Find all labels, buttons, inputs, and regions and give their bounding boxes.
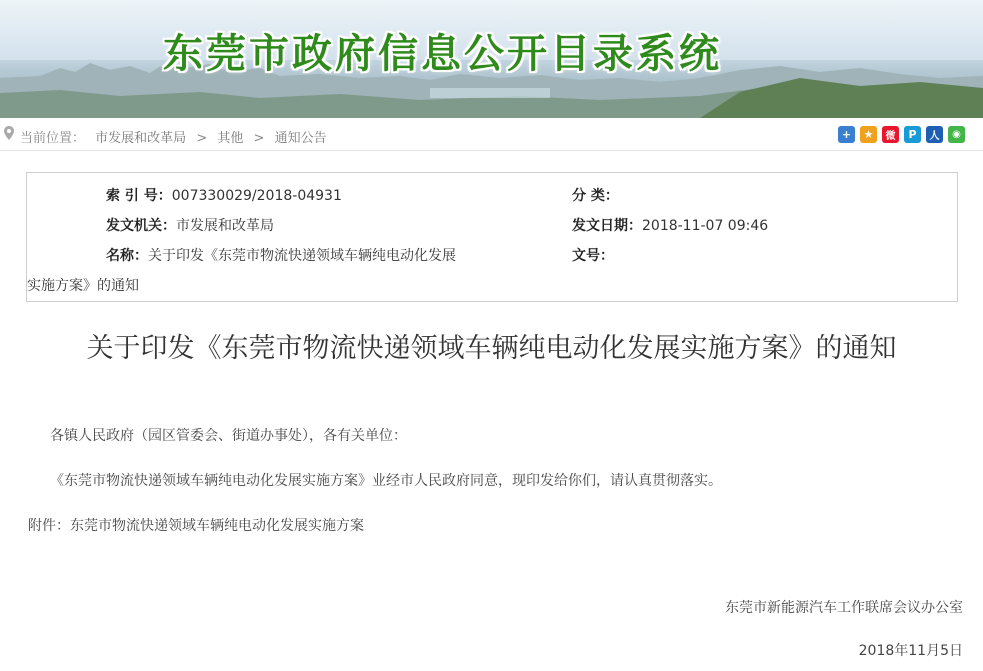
meta-date-row xyxy=(572,215,768,235)
document-date: 2018年11月5日 xyxy=(858,643,963,659)
document-meta-box xyxy=(26,172,958,302)
document-salutation: 各镇人民政府（园区管委会、街道办事处），各有关单位： xyxy=(50,428,407,444)
meta-name-row xyxy=(106,245,456,265)
meta-name-row-continued xyxy=(27,275,139,295)
breadcrumb-item-dev-reform-bureau[interactable]: 市发展和改革局 xyxy=(95,131,187,146)
meta-index-row xyxy=(106,185,342,205)
meta-name-label: 名称： xyxy=(106,248,148,264)
breadcrumb-bar xyxy=(0,120,983,151)
meta-issuer-label: 发文机关： xyxy=(106,218,176,234)
meta-docno-row xyxy=(572,245,614,265)
weibo-share-icon[interactable]: 微 xyxy=(882,126,899,143)
meta-name-value-line1: 关于印发《东莞市物流快递领域车辆纯电动化发展 xyxy=(148,248,456,264)
document-signature: 东莞市新能源汽车工作联席会议办公室 xyxy=(725,600,963,616)
meta-date-label: 发文日期： xyxy=(572,218,642,234)
meta-index-value: 007330029/2018-04931 xyxy=(171,188,342,204)
meta-category-row xyxy=(572,185,619,205)
meta-category-label: 分 类： xyxy=(572,188,619,204)
plus-share-icon[interactable]: + xyxy=(838,126,855,143)
document-body: 《东莞市物流快递领域车辆纯电动化发展实施方案》业经市人民政府同意，现印发给你们，请认真贯彻落实。 xyxy=(50,473,722,489)
meta-docno-label: 文号： xyxy=(572,248,614,264)
breadcrumb-prefix: 当前位置： xyxy=(20,131,86,146)
meta-date-value: 2018-11-07 09:46 xyxy=(642,218,769,234)
location-pin-icon xyxy=(4,126,14,140)
breadcrumb xyxy=(20,127,333,146)
document-title: 关于印发《东莞市物流快递领域车辆纯电动化发展实施方案》的通知 xyxy=(86,333,897,364)
header-banner xyxy=(0,0,983,118)
meta-issuer-row xyxy=(106,215,274,235)
breadcrumb-separator: > xyxy=(253,131,265,146)
breadcrumb-separator: > xyxy=(196,131,208,146)
meta-issuer-value: 市发展和改革局 xyxy=(176,218,274,234)
site-title: 东莞市政府信息公开目录系统 xyxy=(163,31,722,77)
share-toolbar xyxy=(838,126,965,143)
renren-share-icon[interactable]: 人 xyxy=(926,126,943,143)
document-attachment: 附件：东莞市物流快递领域车辆纯电动化发展实施方案 xyxy=(28,518,364,534)
wechat-share-icon[interactable]: ◉ xyxy=(948,126,965,143)
breadcrumb-item-notices[interactable]: 通知公告 xyxy=(274,131,327,146)
tencent-weibo-share-icon[interactable]: P xyxy=(904,126,921,143)
breadcrumb-item-other[interactable]: 其他 xyxy=(217,131,244,146)
meta-index-label: 索 引 号： xyxy=(106,188,172,204)
meta-name-value-line2: 实施方案》的通知 xyxy=(27,278,139,294)
qzone-share-icon[interactable]: ★ xyxy=(860,126,877,143)
